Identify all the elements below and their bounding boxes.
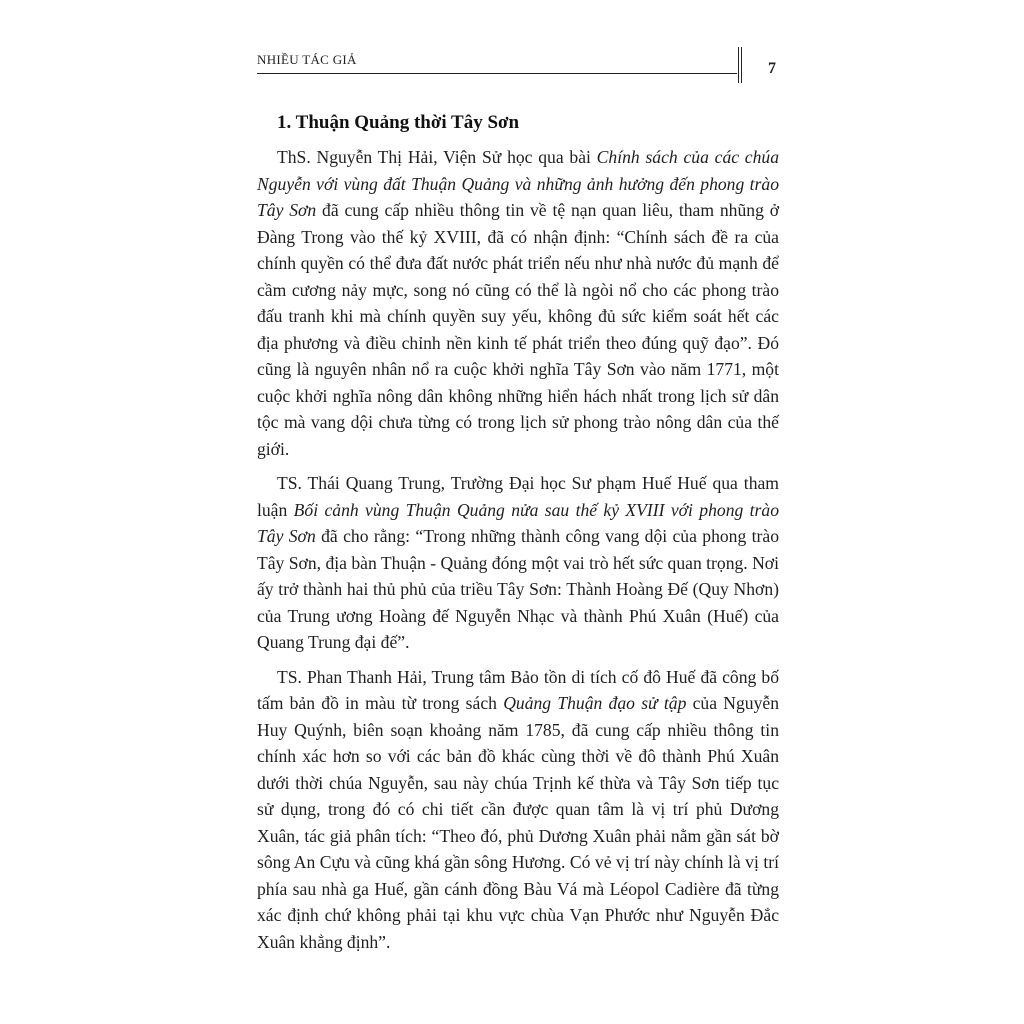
paragraph-text: ThS. Nguyễn Thị Hải, Viện Sử học qua bài (277, 147, 597, 167)
page-number: 7 (768, 60, 776, 77)
section-heading: 1. Thuận Quảng thời Tây Sơn (277, 112, 520, 133)
paragraph-text: TS. Phan Thanh Hải, Trung tâm Bảo tồn di tích cố đô Huế đã công bố tấm bản đồ in màu từ trong sách (257, 666, 779, 713)
paragraph-nguyen-thi-hai (257, 144, 779, 462)
paragraph-phan-thanh-hai (257, 664, 779, 956)
article-title: Bối cảnh vùng Thuận Quảng nửa sau thế kỷ XVIII với phong trào Tây Sơn (257, 499, 779, 546)
article-title: Chính sách của các chúa Nguyễn với vùng đất Thuận Quảng và những ảnh hưởng đến phong trào Tây Sơn (257, 147, 780, 220)
paragraph-thai-quang-trung (257, 470, 779, 656)
header-rule (257, 73, 737, 74)
page-body (257, 108, 779, 963)
header-divider-bar (738, 47, 742, 83)
paragraph-text: đã cho rằng: “Trong những thành công vang dội của phong trào Tây Sơn, địa bàn Thuận - Quảng đóng một vai trò hết sức quan trọng. Nơi ấy trở thành hai thủ phủ của triều Tây Sơn: Thành Hoàng Đế (Quy Nhơn) của Trung ương Hoàng đế Nguyễn Nhạc và thành Phú Xuân (Huế) của Quang Trung đại đế”. (257, 526, 779, 652)
running-head: NHIỀU TÁC GIẢ (257, 52, 357, 67)
book-title: Quảng Thuận đạo sử tập (503, 693, 687, 713)
paragraph-text: đã cung cấp nhiều thông tin về tệ nạn quan liêu, tham nhũng ở Đàng Trong vào thế kỷ XVIII, đã có nhận định: “Chính sách đề ra của chính quyền có thể đưa đất nước phát triển nếu như nhà nước đủ mạnh để cầm cương nảy mực, song nó cũng có thể là ngòi nổ cho các phong trào đấu tranh khi mà chính quyền suy yếu, không đủ sức kiểm soát hết các địa phương và điều chỉnh nền kinh tế phát triển theo đúng quỹ đạo”. Đó cũng là nguyên nhân nổ ra cuộc khởi nghĩa Tây Sơn vào năm 1771, một cuộc khởi nghĩa nông dân không những hiển hách nhất trong lịch sử dân tộc mà vang dội chưa từng có trong lịch sử phong trào nông dân của thế giới. (257, 200, 780, 459)
paragraph-text: TS. Thái Quang Trung, Trường Đại học Sư phạm Huế Huế qua tham luận (257, 473, 779, 520)
paragraph-text: của Nguyễn Huy Quýnh, biên soạn khoảng năm 1785, đã cung cấp nhiều thông tin chính xác hơn so với các bản đồ khác cùng thời về đô thành Phú Xuân dưới thời chúa Nguyễn, sau này chúa Trịnh kế thừa và Tây Sơn tiếp tục sử dụng, trong đó có chi tiết cần được quan tâm là vị trí phủ Dương Xuân, tác giả phân tích: “Theo đó, phủ Dương Xuân phải nằm gần sát bờ sông An Cựu và cũng khá gần sông Hương. Có vẻ vị trí này chính là vị trí phía sau nhà ga Huế, gần cánh đồng Bàu Vá mà Léopol Cadière đã từng xác định chứ không phải tại khu vực chùa Vạn Phước như Nguyễn Đắc Xuân khẳng định”. (257, 693, 779, 952)
